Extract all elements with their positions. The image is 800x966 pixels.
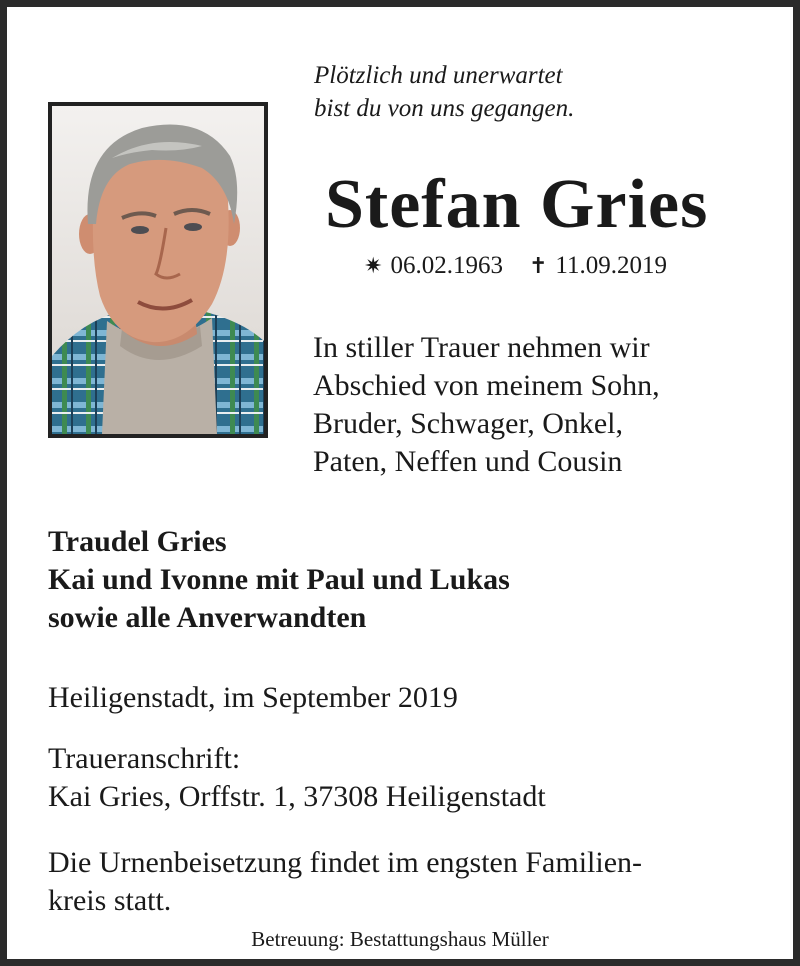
family-line: Traudel Gries	[48, 525, 227, 558]
burial-line: kreis statt.	[48, 884, 172, 917]
burial-line: Die Urnenbeisetzung findet im engsten Familien-	[48, 846, 643, 879]
family-line: sowie alle Anverwandten	[48, 601, 367, 634]
family-line: Kai und Ivonne mit Paul und Lukas	[48, 563, 510, 596]
family-names	[48, 523, 510, 637]
quote	[314, 59, 574, 125]
address-value: Kai Gries, Orffstr. 1, 37308 Heiligenstadt	[48, 780, 546, 813]
life-dates	[364, 251, 667, 281]
mourning-address	[48, 740, 546, 816]
place-date: Heiligenstadt, im September 2019	[48, 681, 458, 714]
burial-notice	[48, 844, 642, 920]
death-date: 11.09.2019	[555, 252, 667, 279]
mourning-line: In stiller Trauer nehmen wir	[313, 331, 650, 364]
portrait-photo	[48, 102, 268, 438]
quote-line-2: bist du von uns gegangen.	[314, 95, 575, 122]
deceased-name: Stefan Gries	[325, 166, 709, 243]
address-label: Traueranschrift:	[48, 742, 241, 775]
death-cross-icon: ✝	[528, 253, 548, 278]
funeral-home-credit: Betreuung: Bestattungshaus Müller	[251, 927, 549, 951]
portrait-illustration	[52, 106, 264, 434]
mourning-line: Bruder, Schwager, Onkel,	[313, 407, 624, 440]
birth-date: 06.02.1963	[390, 252, 503, 279]
mourning-line: Abschied von meinem Sohn,	[313, 369, 660, 402]
mourning-line: Paten, Neffen und Cousin	[313, 445, 623, 478]
birth-star-icon: ✷	[364, 253, 383, 278]
mourning-text	[313, 329, 660, 481]
quote-line-1: Plötzlich und unerwartet	[314, 62, 563, 89]
